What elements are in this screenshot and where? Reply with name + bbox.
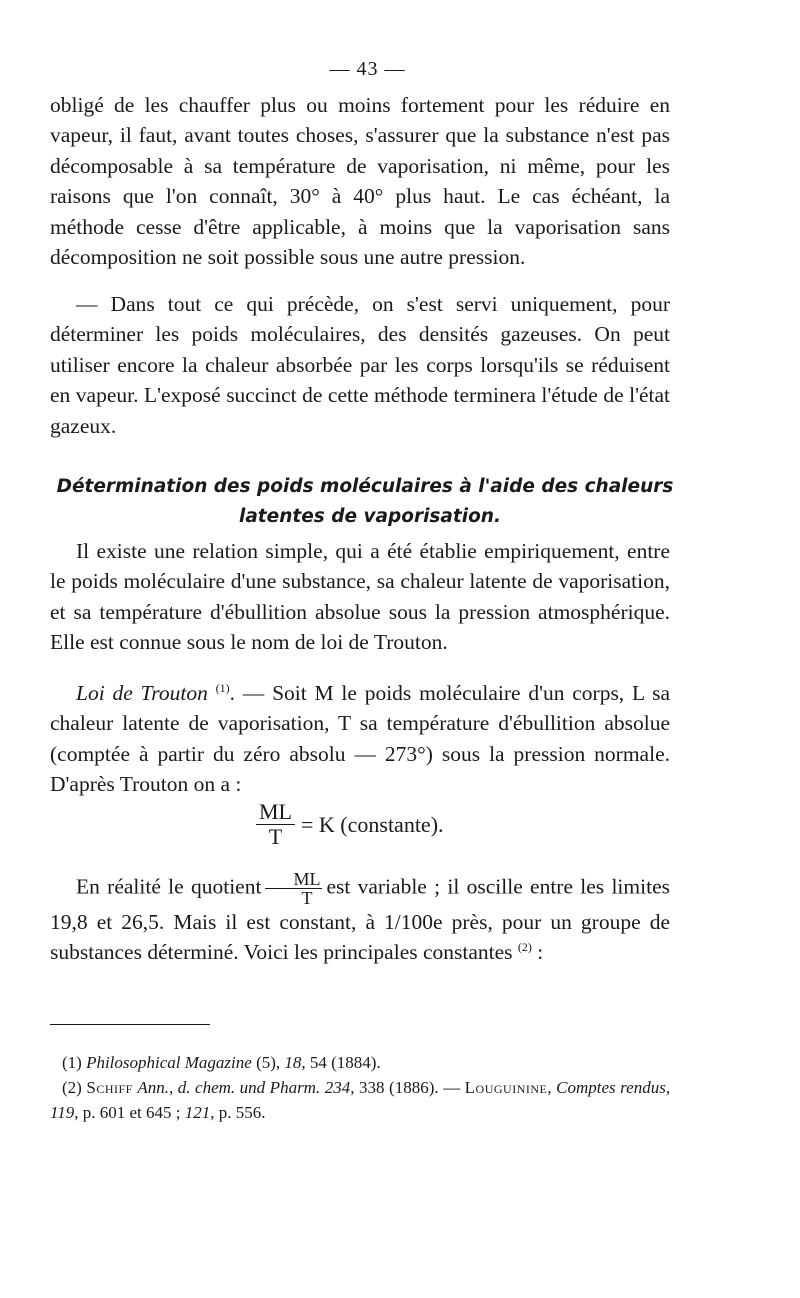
footnote-2-journal2: Comptes rendus [556, 1078, 666, 1097]
formula-denominator: T [268, 824, 283, 849]
formula-rhs: = K (constante). [301, 811, 444, 837]
footnote-2-mid: , p. 601 et 645 ; [74, 1103, 185, 1122]
formula-fraction [256, 800, 295, 849]
quotient-text-end: : [531, 940, 544, 965]
footnote-2-author2: Louguinine [464, 1078, 548, 1097]
footnote-1 [50, 1050, 670, 1075]
footnotes [50, 1050, 670, 1125]
formula-numerator: ML [256, 800, 295, 825]
footnote-1-volume: 18 [284, 1053, 302, 1072]
quotient-text-before: En réalité le quotient [76, 874, 262, 899]
inline-fraction [265, 870, 322, 907]
section-heading-line2: latentes de vaporisation. [238, 506, 501, 527]
footnote-ref-2: (2) [517, 940, 532, 955]
footnote-2-volume1: 234 [324, 1078, 351, 1097]
footnote-divider [50, 1024, 210, 1025]
footnote-2: (2) Schiff Ann., d. chem. und Pharm. 234, 338 (1886). — Louguinine, Comptes rendus, 119, p. 601 et 645 ; 121, p. 556. [50, 1078, 671, 1122]
section-heading [50, 472, 690, 532]
paragraph-quotient [50, 870, 670, 968]
footnote-1-mark: (1) [62, 1053, 82, 1072]
footnote-2-end: , p. 556. [210, 1103, 266, 1122]
footnote-2-mark: (2) [62, 1078, 82, 1097]
footnote-2-journal1: Ann., d. chem. und Pharm. [137, 1078, 321, 1097]
footnote-1-rest: , 54 (1884). [301, 1053, 381, 1072]
inline-fraction-numerator: ML [265, 870, 322, 889]
law-text: . — Soit M le poids moléculaire d'un corps, L sa chaleur latente de vaporisation, T sa température d'ébullition absolue (comptée à partir du zéro absolu — 273°) sous la pression normale. D'après Trouton on a : [50, 681, 670, 797]
page-number: — 43 — [329, 58, 406, 80]
footnote-2-volume3: 121 [184, 1103, 211, 1122]
footnote-2-volume2: 119 [50, 1103, 75, 1122]
section-heading-line1: Détermination des poids moléculaires à l'aide des chaleurs [56, 476, 674, 497]
paragraph-intro-trouton: Il existe une relation simple, qui a été établie empiriquement, entre le poids moléculaire d'une substance, sa chaleur latente de vaporisation, et sa température d'ébullition absolue sous la pression atmosphérique. Elle est connue sous le nom de loi de Trouton. [50, 539, 670, 655]
footnote-2-author1: Schiff [86, 1078, 133, 1097]
footnote-ref-1: (1) [215, 680, 230, 695]
inline-fraction-denominator: T [301, 888, 313, 908]
trouton-formula [256, 800, 444, 849]
footnote-2-rest1: , 338 (1886). — [350, 1078, 465, 1097]
paragraph-law-of-trouton [50, 678, 670, 800]
footnote-1-source: Philosophical Magazine [86, 1053, 252, 1072]
paragraph-transition: — Dans tout ce qui précède, on s'est servi uniquement, pour déterminer les poids moléculaires, des densités gazeuses. On peut utiliser encore la chaleur absorbée par les corps lorsqu'ils se réduisent en vapeur. L'exposé succinct de cette méthode terminera l'étude de l'état gazeux. [50, 292, 670, 438]
footnote-1-details: (5), [251, 1053, 285, 1072]
law-title: Loi de Trouton [76, 681, 208, 705]
paragraph-continuation: obligé de les chauffer plus ou moins fortement pour les réduire en vapeur, il faut, avant toutes choses, s'assurer que la substance n'est pas décomposable à sa température de vaporisation, ni même, pour les raisons que l'on connaît, 30° à 40° plus haut. Le cas échéant, la méthode cesse d'être applicable, à moins que la vaporisation sans décomposition ne soit possible sous une autre pression. [50, 93, 670, 270]
quotient-text-after: est variable ; il oscille entre les limites 19,8 et 26,5. Mais il est constant, à 1/100e près, pour un groupe de substances déterminé. Voici les principales constantes [50, 874, 670, 965]
